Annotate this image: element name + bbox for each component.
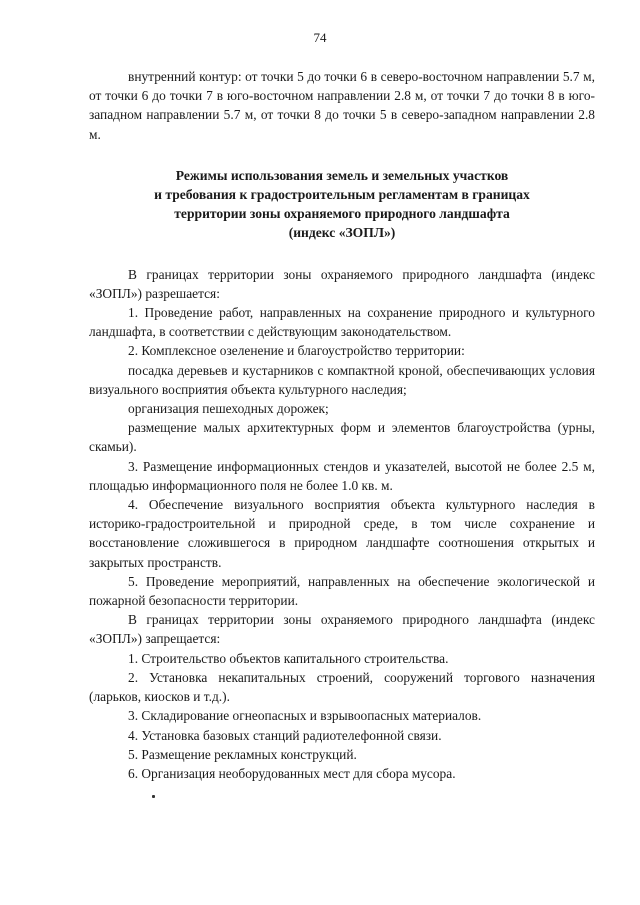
prohibited-item: 6. Организация необорудованных мест для сбора мусора. [128, 765, 456, 781]
heading-line: (индекс «ЗОПЛ») [288, 225, 396, 241]
prohibited-item: 5. Размещение рекламных конструкций. [128, 746, 357, 762]
allowed-subitem: посадка деревьев и кустарников с компактной кроной, обеспечивающих условия визуального восприятия объекта культурного наследия; [89, 362, 595, 397]
allowed-item: 2. Комплексное озеленение и благоустройство территории: [128, 343, 465, 359]
prohibited-item: 3. Складирование огнеопасных и взрывоопасных материалов. [128, 708, 482, 724]
prohibited-intro: В границах территории зоны охраняемого природного ландшафта (индекс «ЗОПЛ») запрещается: [89, 612, 595, 647]
prohibited-item: 2. Установка некапитальных строений, сооружений торгового назначения (ларьков, киосков и т.д.). [89, 669, 595, 705]
allowed-item: 4. Обеспечение визуального восприятия объекта культурного наследия в историко-градостроительной и природной среде, в том числе сохранение и восстановление сложившегося в природном ландшафте соотношения открытых и закрытых пространств. [89, 497, 595, 570]
allowed-item: 5. Проведение мероприятий, направленных на обеспечение экологической и пожарной безопасности территории. [89, 573, 595, 609]
allowed-item: 3. Размещение информационных стендов и указателей, высотой не более 2.5 м, площадью информационного поля не более 1.0 кв. м. [89, 458, 595, 493]
section-heading [89, 166, 595, 243]
scan-speck [152, 795, 155, 798]
allowed-subitem: размещение малых архитектурных форм и элементов благоустройства (урны, скамьи). [89, 420, 595, 455]
prohibited-item: 4. Установка базовых станций радиотелефонной связи. [128, 727, 442, 743]
allowed-intro: В границах территории зоны охраняемого природного ландшафта (индекс «ЗОПЛ») разрешается: [89, 266, 595, 301]
heading-line: и требования к градостроительным регламентам в границах [154, 187, 530, 203]
heading-line: Режимы использования земель и земельных участков [175, 167, 509, 183]
heading-line: территории зоны охраняемого природного ландшафта [174, 206, 510, 222]
allowed-item: 1. Проведение работ, направленных на сохранение природного и культурного ландшафта, в соответствии с действующим законодательством. [89, 305, 595, 340]
intro-paragraph: внутренний контур: от точки 5 до точки 6 в северо-восточном направлении 5.7 м, от точки 6 до точки 7 в юго-восточном направлении 2.8 м, от точки 7 до точки 8 в юго-западном направлении 5.7 м, от точки 8 до точки 5 в северо-западном направлении 2.8 м. [89, 69, 595, 142]
document-body [89, 67, 595, 783]
prohibited-item: 1. Строительство объектов капитального строительства. [128, 650, 449, 666]
allowed-subitem: организация пешеходных дорожек; [128, 401, 329, 417]
page-number: 74 [313, 30, 327, 45]
